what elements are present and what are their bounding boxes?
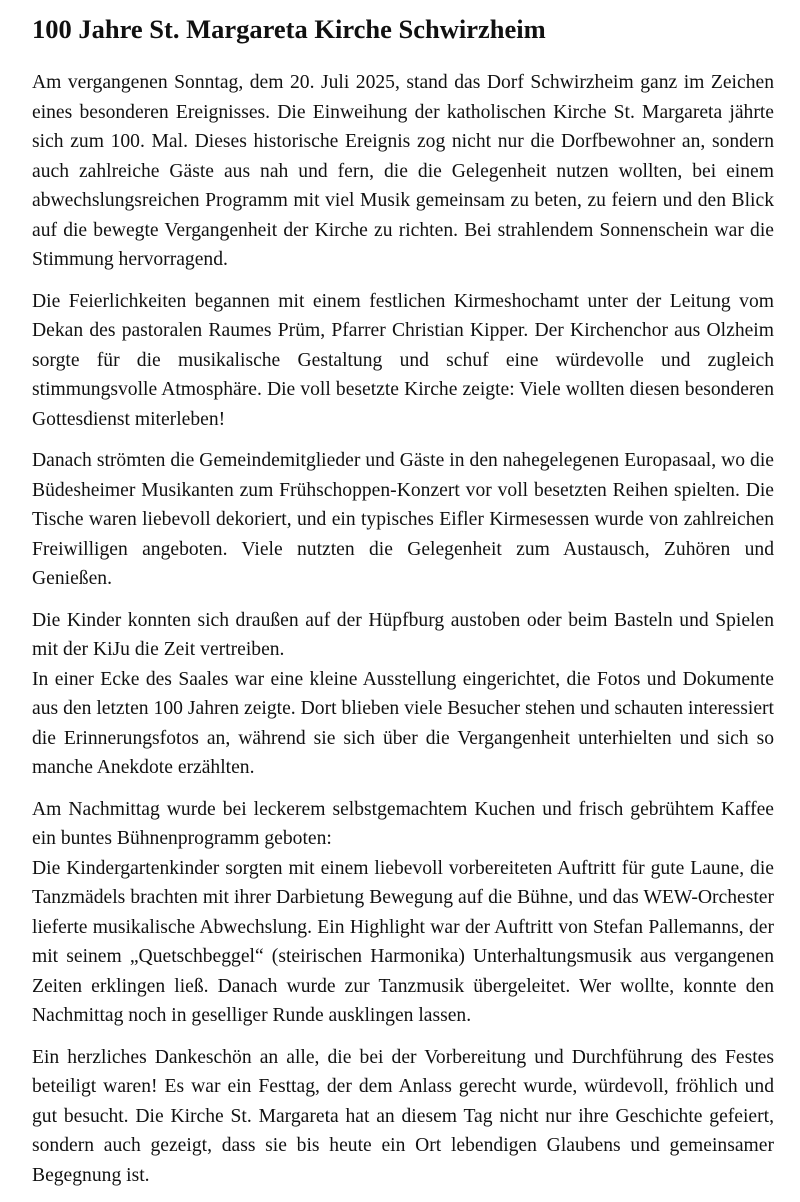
paragraph-text: Die Kinder konnten sich draußen auf der Hüpfburg austoben oder beim Basteln und Spielen mit der KiJu die Zeit vertreiben. (32, 609, 774, 660)
paragraph-text: Am vergangenen Sonntag, dem 20. Juli 2025, stand das Dorf Schwirzheim ganz im Zeichen eines besonderen Ereignisses. Die Einweihung der katholischen Kirche St. Margareta jährte sich zum 100. Mal. Dieses historische Ereignis zog nicht nur die Dorfbewohner an, sondern auch zahlreiche Gäste aus nah und fern, die die Gelegenheit nutzen wollten, bei einem abwechslungsreichen Programm mit viel Musik gemeinsam zu beten, zu feiern und den Blick auf die bewegte Vergangenheit der Kirche zu richten. Bei strahlendem Sonnenschein war die Stimmung hervorragend. (32, 72, 774, 270)
paragraph-text: Ein herzliches Dankeschön an alle, die bei der Vorbereitung und Durchführung des Festes beteiligt waren! Es war ein Festtag, der dem Anlass gerecht wurde, würdevoll, fröhlich und gut besucht. Die Kirche St. Margareta hat an diesem Tag nicht nur ihre Geschichte gefeiert, sondern auch gezeigt, dass sie bis heute ein Ort lebendigen Glaubens und gemeinsamer Begegnung ist. (32, 1046, 774, 1186)
paragraph-text: Die Kindergartenkinder sorgten mit einem liebevoll vorbereiteten Auftritt für gute Laune, die Tanzmädels brachten mit ihrer Darbietung Bewegung auf die Bühne, und das WEW-Orchester lieferte musikalische Abwechslung. Ein Highlight war der Auftritt von Stefan Pallemanns, der mit seinem „Quetschbeggel“ (steirischen Harmonika) Unterhaltungsmusik aus vergangenen Zeiten erklingen ließ. Danach wurde zur Tanzmusik übergeleitet. Wer wollte, konnte den Nachmittag noch in geselliger Runde ausklingen lassen. (32, 857, 774, 1026)
paragraph-5 (32, 795, 774, 1031)
paragraph-text: Die Feierlichkeiten begannen mit einem festlichen Kirmeshochamt unter der Leitung vom Dekan des pastoralen Raumes Prüm, Pfarrer Christian Kipper. Der Kirchenchor aus Olzheim sorgte für die musikalische Gestaltung und schuf eine würdevolle und zugleich stimmungsvolle Atmosphäre. Die voll besetzte Kirche zeigte: Viele wollten diesen besonderen Gottesdienst miterleben! (32, 290, 774, 430)
article-title: 100 Jahre St. Margareta Kirche Schwirzheim (32, 14, 546, 44)
paragraph-text: In einer Ecke des Saales war eine kleine Ausstellung eingerichtet, die Fotos und Dokumente aus den letzten 100 Jahren zeigte. Dort blieben viele Besucher stehen und schauten interessiert die Erinnerungsfotos an, während sie sich über die Vergangenheit unterhielten und sich so manche Anekdote erzählten. (32, 668, 774, 778)
paragraph-text: Danach strömten die Gemeindemitglieder und Gäste in den nahegelegenen Europasaal, wo die Büdesheimer Musikanten zum Frühschoppen-Konzert vor voll besetzten Reihen spielten. Die Tische waren liebevoll dekoriert, und ein typisches Eifler Kirmesessen wurde von zahlreichen Freiwilligen angeboten. Viele nutzten die Gelegenheit zum Austausch, Zuhören und Genießen. (32, 450, 774, 589)
paragraph-2 (32, 287, 774, 435)
paragraph-4 (32, 606, 774, 783)
paragraph-1 (32, 68, 774, 275)
article (32, 10, 774, 1202)
paragraph-3 (32, 446, 774, 594)
paragraph-text: Am Nachmittag wurde bei leckerem selbstgemachtem Kuchen und frisch gebrühtem Kaffee ein buntes Bühnenprogramm geboten: (32, 798, 774, 849)
paragraph-6 (32, 1043, 774, 1191)
